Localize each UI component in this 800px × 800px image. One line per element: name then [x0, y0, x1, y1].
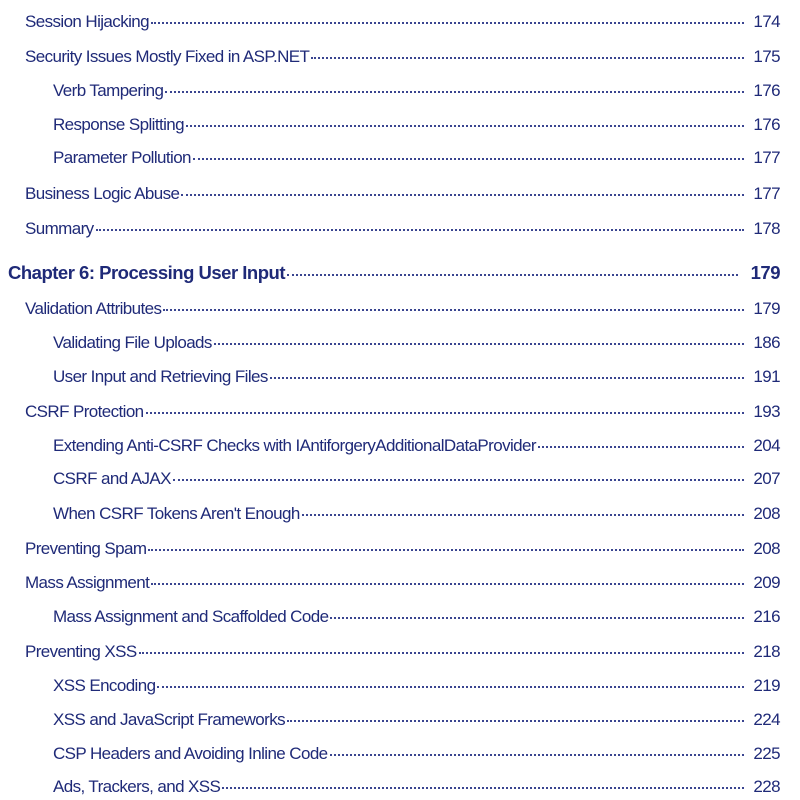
toc-dot-leader	[538, 446, 744, 448]
toc-dot-leader	[287, 720, 744, 722]
toc-dot-leader	[151, 583, 744, 585]
toc-dot-leader	[163, 309, 744, 311]
toc-dot-leader	[181, 194, 744, 196]
toc-entry[interactable]	[0, 148, 800, 168]
toc-entry-title: Validation Attributes	[25, 299, 162, 318]
toc-entry[interactable]	[0, 184, 800, 204]
toc-entry-title: Business Logic Abuse	[25, 184, 180, 203]
toc-entry-title: Session Hijacking	[25, 12, 149, 31]
toc-page-number: 208	[753, 504, 780, 523]
toc-entry[interactable]	[0, 504, 800, 524]
toc-entry[interactable]	[0, 777, 800, 797]
toc-dot-leader	[330, 617, 744, 619]
toc-entry[interactable]	[0, 367, 800, 387]
toc-entry-title: When CSRF Tokens Aren't Enough	[53, 504, 300, 523]
toc-entry-title: Preventing XSS	[25, 642, 137, 661]
toc-dot-leader	[186, 125, 744, 127]
toc-page-number: 179	[753, 299, 780, 318]
toc-dot-leader	[157, 686, 744, 688]
toc-dot-leader	[165, 91, 744, 93]
toc-entry-title: Verb Tampering	[53, 81, 164, 100]
toc-page-number: 204	[753, 436, 780, 455]
toc-page-number: 209	[753, 573, 780, 592]
toc-entry[interactable]	[0, 299, 800, 319]
toc-dot-leader	[151, 22, 744, 24]
toc-dot-leader	[173, 479, 744, 481]
toc-entry-title: Mass Assignment	[25, 573, 150, 592]
toc-dot-leader	[146, 412, 744, 414]
toc-entry-title: Security Issues Mostly Fixed in ASP.NET	[25, 47, 310, 66]
toc-entry[interactable]	[0, 219, 800, 239]
toc-dot-leader	[148, 549, 744, 551]
toc-page-number: 208	[753, 539, 780, 558]
toc-page-number: 218	[753, 642, 780, 661]
toc-page-number: 176	[753, 81, 780, 100]
toc-dot-leader	[302, 514, 744, 516]
toc-page-number: 193	[753, 402, 780, 421]
toc-entry-title: CSRF Protection	[25, 402, 144, 421]
toc-dot-leader	[270, 377, 744, 379]
toc-entry[interactable]	[0, 115, 800, 135]
toc-page-number: 174	[753, 12, 780, 31]
toc-entry[interactable]	[0, 81, 800, 101]
toc-page-number: 176	[753, 115, 780, 134]
toc-entry[interactable]	[0, 469, 800, 489]
toc-dot-leader	[311, 57, 744, 59]
toc-entry-title: Preventing Spam	[25, 539, 147, 558]
toc-page-number: 224	[753, 710, 780, 729]
toc-dot-leader	[222, 787, 744, 789]
toc-entry-title: Extending Anti-CSRF Checks with IAntiforgeryAdditionalDataProvider	[53, 436, 536, 455]
toc-entry[interactable]	[0, 12, 800, 32]
toc-page-number: 207	[753, 469, 780, 488]
toc-page-number: 225	[753, 744, 780, 763]
toc-entry[interactable]	[0, 402, 800, 422]
toc-entry-title: Ads, Trackers, and XSS	[53, 777, 221, 796]
toc-page-number: 179	[750, 262, 780, 283]
toc-entry-title: Summary	[25, 219, 94, 238]
toc-page-number: 175	[753, 47, 780, 66]
toc-dot-leader	[193, 158, 744, 160]
toc-entry-title: Response Splitting	[53, 115, 184, 134]
toc-entry[interactable]	[0, 710, 800, 730]
toc-dot-leader	[214, 343, 744, 345]
toc-dot-leader	[287, 274, 738, 276]
toc-dot-leader	[96, 229, 744, 231]
toc-page-number: 228	[753, 777, 780, 796]
toc-entry-title: CSP Headers and Avoiding Inline Code	[53, 744, 328, 763]
toc-dot-leader	[139, 652, 744, 654]
toc-entry[interactable]	[0, 744, 800, 764]
toc-entry-title: CSRF and AJAX	[53, 469, 171, 488]
toc-page-number: 186	[753, 333, 780, 352]
toc-entry[interactable]	[0, 642, 800, 662]
toc-entry[interactable]	[0, 47, 800, 67]
toc-entry-title: Validating File Uploads	[53, 333, 212, 352]
toc-page-number: 219	[753, 676, 780, 695]
toc-chapter-entry[interactable]	[0, 263, 800, 283]
toc-entry[interactable]	[0, 607, 800, 627]
toc-entry[interactable]	[0, 436, 800, 456]
toc-entry[interactable]	[0, 539, 800, 559]
toc-page-number: 178	[753, 219, 780, 238]
toc-entry-title: Mass Assignment and Scaffolded Code	[53, 607, 329, 626]
toc-entry[interactable]	[0, 333, 800, 353]
toc-entry-title: User Input and Retrieving Files	[53, 367, 268, 386]
toc-entry[interactable]	[0, 573, 800, 593]
toc-entry-title: XSS and JavaScript Frameworks	[53, 710, 286, 729]
toc-page-number: 191	[753, 367, 780, 386]
toc-entry[interactable]	[0, 676, 800, 696]
toc-chapter-title: Chapter 6: Processing User Input	[8, 262, 285, 283]
toc-entry-title: XSS Encoding	[53, 676, 156, 695]
toc-dot-leader	[330, 754, 744, 756]
toc-entry-title: Parameter Pollution	[53, 148, 191, 167]
toc-page-number: 177	[753, 184, 780, 203]
toc-page-number: 216	[753, 607, 780, 626]
toc-page-number: 177	[753, 148, 780, 167]
